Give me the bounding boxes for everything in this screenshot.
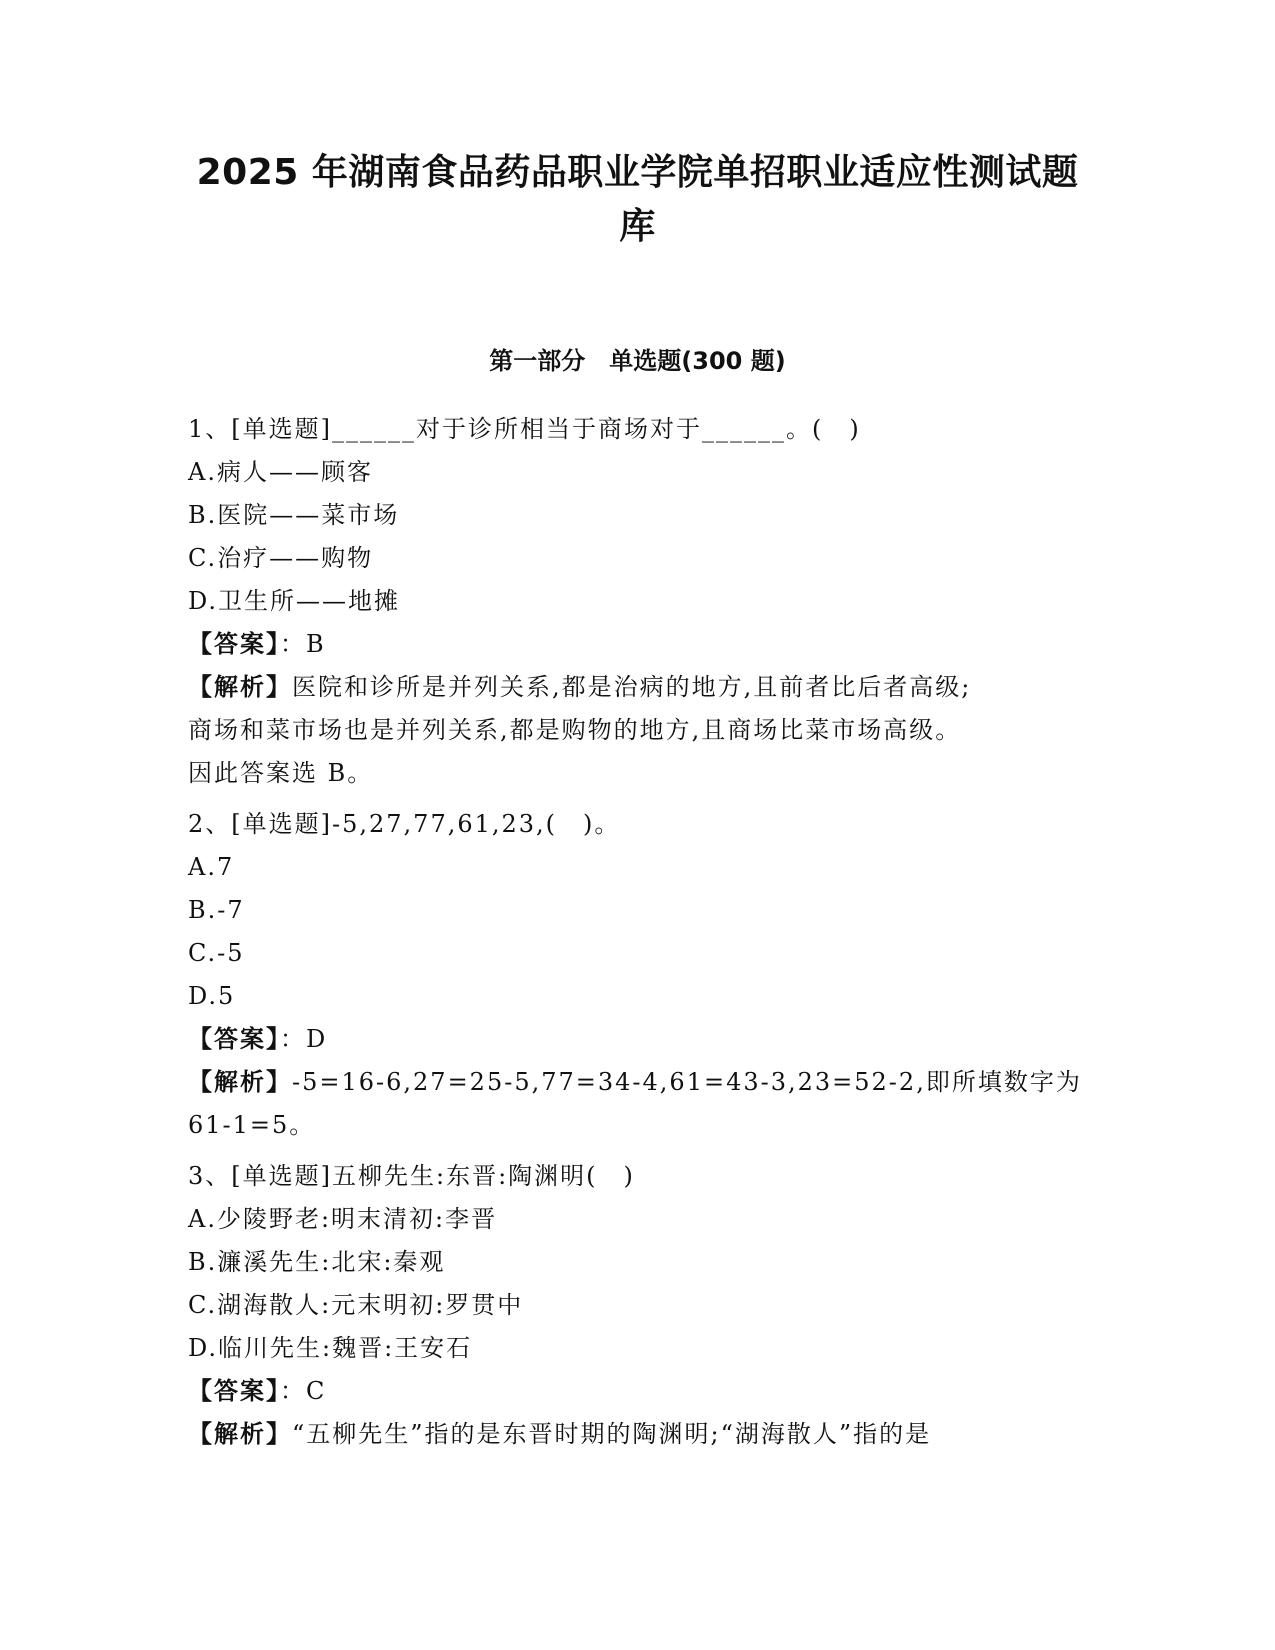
question-2 <box>188 803 1088 1147</box>
question-2-option-b: B.-7 <box>188 896 245 924</box>
question-1-option-b: B.医院——菜市场 <box>188 501 400 529</box>
analysis-label: 【解析】 <box>188 1420 292 1448</box>
answer-label: 【答案】 <box>188 630 280 658</box>
document-title-line-2: 库 <box>619 206 656 247</box>
question-1-option-d: D.卫生所——地摊 <box>188 587 401 615</box>
analysis-text: “五柳先生”指的是东晋时期的陶渊明;“湖海散人”指的是 <box>292 1420 932 1448</box>
question-1-analysis-line-2: 商场和菜市场也是并列关系,都是购物的地方,且商场比菜市场高级。 <box>188 716 962 744</box>
question-2-option-d: D.5 <box>188 982 236 1010</box>
answer-value: ：C <box>280 1377 327 1405</box>
question-2-analysis-line-2: 61-1=5。 <box>188 1111 316 1139</box>
answer-label: 【答案】 <box>188 1025 280 1053</box>
question-3-analysis-line-1 <box>188 1413 1088 1456</box>
analysis-text: -5=16-6,27=25-5,77=34-4,61=43-3,23=52-2,即所填数字为 <box>292 1068 1082 1096</box>
question-1-answer <box>188 623 1088 666</box>
answer-label: 【答案】 <box>188 1377 280 1405</box>
analysis-label: 【解析】 <box>188 1068 292 1096</box>
question-3-stem: 3、[单选题]五柳先生:东晋:陶渊明( ) <box>188 1162 635 1190</box>
question-1-option-c: C.治疗——购物 <box>188 544 374 572</box>
question-3-option-b: B.濂溪先生:北宋:秦观 <box>188 1248 446 1276</box>
document-title <box>150 146 1125 254</box>
question-1-analysis-line-3: 因此答案选 B。 <box>188 759 374 787</box>
question-2-answer <box>188 1018 1088 1061</box>
question-3-option-d: D.临川先生:魏晋:王安石 <box>188 1334 473 1362</box>
question-2-option-c: C.-5 <box>188 939 245 967</box>
answer-value: ：B <box>280 630 326 658</box>
question-2-option-a: A.7 <box>188 853 235 881</box>
question-1-option-a: A.病人——顾客 <box>188 458 373 486</box>
question-1-stem: 1、[单选题]______对于诊所相当于商场对于______。( ) <box>188 415 861 443</box>
question-1 <box>188 408 1088 795</box>
analysis-text: 医院和诊所是并列关系,都是治病的地方,且前者比后者高级; <box>292 673 972 701</box>
question-3-answer <box>188 1370 1088 1413</box>
document-title-line-1: 2025 年湖南食品药品职业学院单招职业适应性测试题 <box>196 152 1079 193</box>
question-2-stem: 2、[单选题]-5,27,77,61,23,( )。 <box>188 810 621 838</box>
question-3 <box>188 1155 1088 1456</box>
section-title: 第一部分 单选题(300 题) <box>489 347 786 375</box>
question-3-option-a: A.少陵野老:明末清初:李晋 <box>188 1205 498 1233</box>
question-3-option-c: C.湖海散人:元末明初:罗贯中 <box>188 1291 524 1319</box>
question-2-analysis-line-1 <box>188 1061 1088 1104</box>
analysis-label: 【解析】 <box>188 673 292 701</box>
question-list <box>188 408 1088 1456</box>
answer-value: ：D <box>280 1025 328 1053</box>
question-1-analysis-line-1 <box>188 666 1088 709</box>
